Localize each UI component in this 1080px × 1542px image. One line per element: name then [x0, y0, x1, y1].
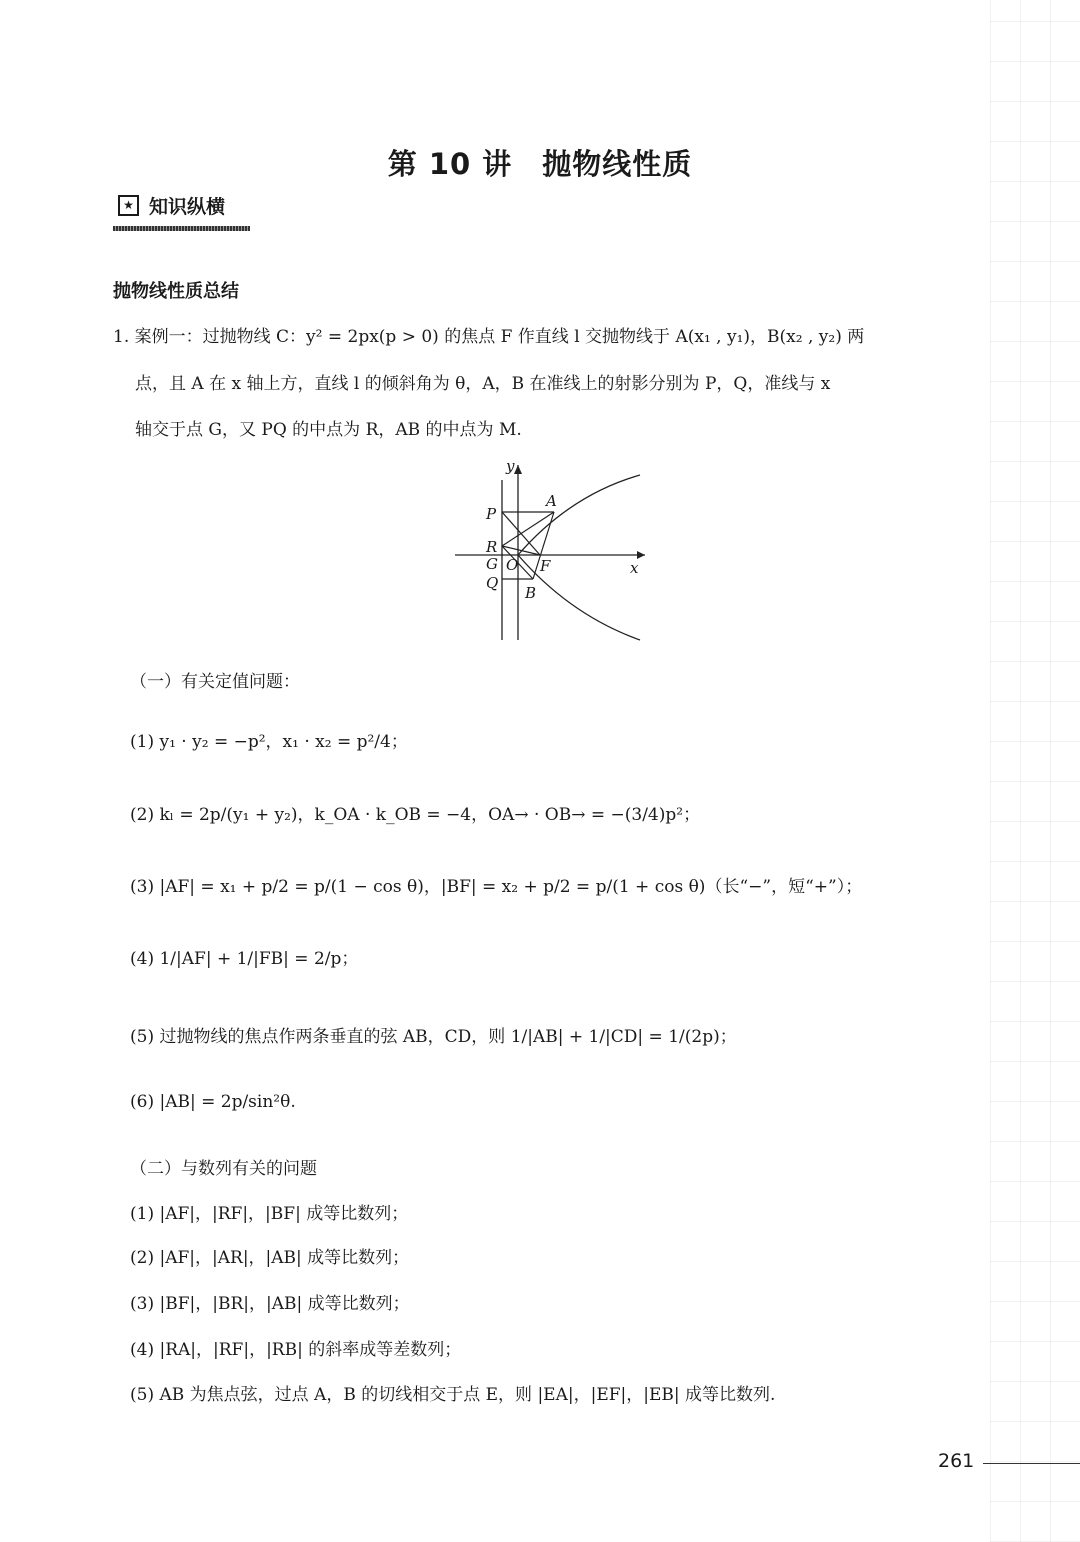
- label-y: y: [506, 457, 515, 475]
- label-g: G: [486, 555, 498, 573]
- sequence-item-3: (3) |BF|，|BR|，|AB| 成等比数列；: [130, 1294, 410, 1314]
- label-b: B: [525, 584, 537, 602]
- intro-line-2: 点，且 A 在 x 轴上方，直线 l 的倾斜角为 θ，A，B 在准线上的射影分别为 P，Q，准线与 x: [135, 374, 831, 394]
- label-o: O: [506, 556, 519, 574]
- page-number-rule: [983, 1463, 1080, 1464]
- section-badge: [118, 192, 225, 219]
- fixed-value-item-5: (5) 过抛物线的焦点作两条垂直的弦 AB，CD，则 1/|AB| + 1/|CD| = 1/(2p)；: [130, 1027, 737, 1047]
- sequence-item-4: (4) |RA|，|RF|，|RB| 的斜率成等差数列；: [130, 1340, 462, 1360]
- page-number: 261: [938, 1450, 975, 1472]
- segment-rf: [502, 546, 540, 555]
- part2-heading: （二）与数列有关的问题: [130, 1159, 317, 1179]
- intro-line-1: 1. 案例一：过抛物线 C：y² = 2px(p > 0) 的焦点 F 作直线 l 交抛物线于 A(x₁ , y₁)，B(x₂ , y₂) 两: [113, 327, 865, 347]
- page-edge-texture: [990, 0, 1080, 1542]
- fixed-value-item-3: (3) |AF| = x₁ + p/2 = p/(1 − cos θ)，|BF| = x₂ + p/2 = p/(1 + cos θ)（长“−”，短“+”）；: [130, 877, 863, 897]
- sequence-item-1: (1) |AF|，|RF|，|BF| 成等比数列；: [130, 1204, 409, 1224]
- parabola-figure: [450, 455, 650, 645]
- x-axis-arrow: [637, 551, 645, 559]
- badge-underline: [113, 226, 250, 231]
- label-f: F: [540, 557, 551, 575]
- fixed-value-item-4: (4) 1/|AF| + 1/|FB| = 2/p；: [130, 949, 359, 969]
- section-heading: 抛物线性质总结: [113, 281, 239, 302]
- fixed-value-item-2: (2) kₗ = 2p/(y₁ + y₂)，k_OA · k_OB = −4，OA→ · OB→ = −(3/4)p²；: [130, 805, 701, 825]
- lecture-title: 第 10 讲 抛物线性质: [387, 147, 693, 181]
- y-axis-arrow: [514, 465, 522, 474]
- label-q: Q: [486, 574, 499, 592]
- label-x: x: [630, 559, 639, 577]
- fixed-value-item-6: (6) |AB| = 2p/sin²θ.: [130, 1092, 296, 1112]
- segment-pf: [502, 512, 540, 555]
- part1-heading: （一）有关定值问题：: [130, 672, 300, 692]
- fixed-value-item-1: (1) y₁ · y₂ = −p²，x₁ · x₂ = p²/4；: [130, 732, 408, 752]
- label-r: R: [486, 538, 498, 556]
- intro-line-3: 轴交于点 G，又 PQ 的中点为 R，AB 的中点为 M.: [135, 420, 522, 440]
- label-p: P: [486, 505, 497, 523]
- section-badge-label: 知识纵横: [149, 196, 226, 218]
- sequence-item-2: (2) |AF|，|AR|，|AB| 成等比数列；: [130, 1248, 410, 1268]
- label-a: A: [546, 492, 557, 510]
- sequence-item-5: (5) AB 为焦点弦，过点 A，B 的切线相交于点 E，则 |EA|，|EF|，|EB| 成等比数列.: [130, 1385, 776, 1405]
- parabola-curve: [518, 475, 640, 640]
- star-box-icon: ★: [118, 195, 139, 216]
